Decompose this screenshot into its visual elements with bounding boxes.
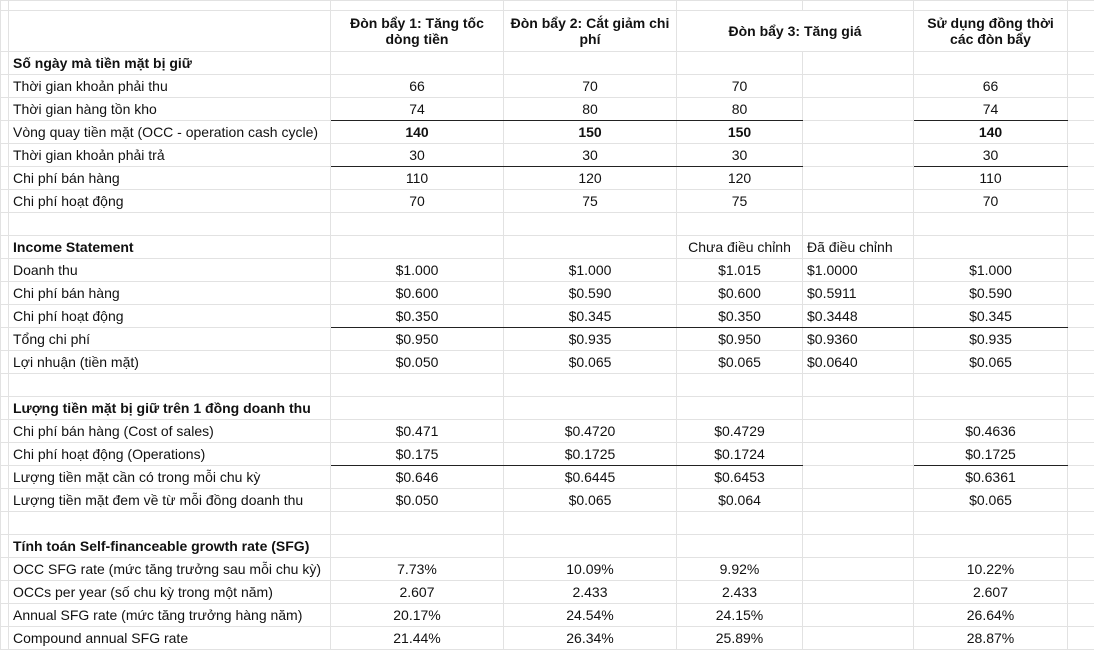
table-row bbox=[1, 581, 1094, 604]
section-title-row bbox=[1, 236, 1094, 259]
value-cell[interactable]: $0.050 bbox=[331, 489, 504, 512]
grid-cell[interactable] bbox=[1, 581, 9, 604]
grid-cell[interactable] bbox=[914, 397, 1068, 420]
value-cell[interactable]: 30 bbox=[914, 144, 1068, 167]
table-row bbox=[1, 259, 1094, 282]
table-row bbox=[1, 144, 1094, 167]
table-row bbox=[1, 558, 1094, 581]
empty-row bbox=[1, 512, 1094, 535]
row-label[interactable]: Chi phí bán hàng bbox=[9, 282, 331, 305]
row-label[interactable]: Thời gian khoản phải thu bbox=[9, 75, 331, 98]
grid-cell[interactable] bbox=[803, 627, 914, 650]
value-cell[interactable]: 150 bbox=[677, 121, 803, 144]
grid-cell[interactable] bbox=[803, 144, 914, 167]
row-label[interactable]: Doanh thu bbox=[9, 259, 331, 282]
value-cell[interactable]: 28.87% bbox=[914, 627, 1068, 650]
grid-cell[interactable] bbox=[1068, 374, 1094, 397]
grid-cell[interactable] bbox=[1, 75, 9, 98]
value-cell[interactable]: $0.065 bbox=[677, 351, 803, 374]
grid-cell[interactable] bbox=[504, 52, 677, 75]
value-cell[interactable]: $1.000 bbox=[504, 259, 677, 282]
grid-cell[interactable] bbox=[803, 489, 914, 512]
value-cell[interactable]: 26.64% bbox=[914, 604, 1068, 627]
section-title-cash[interactable]: Lượng tiền mặt bị giữ trên 1 đồng doanh thu bbox=[9, 397, 331, 420]
row-label[interactable]: Tổng chi phí bbox=[9, 328, 331, 351]
grid-cell[interactable] bbox=[1, 397, 9, 420]
grid-cell[interactable] bbox=[1, 259, 9, 282]
section-title-row bbox=[1, 535, 1094, 558]
value-cell[interactable]: $0.4636 bbox=[914, 420, 1068, 443]
grid-cell[interactable] bbox=[1068, 75, 1094, 98]
value-cell[interactable]: $0.6445 bbox=[504, 466, 677, 489]
grid-cell[interactable] bbox=[1, 558, 9, 581]
grid-cell[interactable] bbox=[1, 282, 9, 305]
table-row bbox=[1, 351, 1094, 374]
value-cell[interactable]: 110 bbox=[914, 167, 1068, 190]
grid-cell[interactable] bbox=[677, 397, 803, 420]
grid-cell[interactable] bbox=[1068, 420, 1094, 443]
value-cell[interactable]: 10.09% bbox=[504, 558, 677, 581]
table-row bbox=[1, 443, 1094, 466]
grid-cell[interactable] bbox=[504, 512, 677, 535]
grid-cell[interactable] bbox=[914, 213, 1068, 236]
value-cell[interactable]: 74 bbox=[331, 98, 504, 121]
header-combined[interactable]: Sử dụng đồng thời các đòn bẩy bbox=[914, 11, 1068, 52]
grid-cell[interactable] bbox=[1, 236, 9, 259]
value-cell[interactable]: 9.92% bbox=[677, 558, 803, 581]
grid-cell[interactable] bbox=[677, 1, 803, 11]
value-cell[interactable]: 110 bbox=[331, 167, 504, 190]
grid-cell[interactable] bbox=[9, 213, 331, 236]
subheader-unadjusted[interactable]: Chưa điều chỉnh bbox=[677, 236, 803, 259]
grid-cell[interactable] bbox=[331, 512, 504, 535]
value-cell[interactable]: $0.065 bbox=[504, 489, 677, 512]
grid-cell[interactable] bbox=[1, 420, 9, 443]
row-label[interactable]: Lượng tiền mặt cần có trong mỗi chu kỳ bbox=[9, 466, 331, 489]
row-label[interactable]: OCCs per year (số chu kỳ trong một năm) bbox=[9, 581, 331, 604]
grid-cell[interactable] bbox=[331, 397, 504, 420]
table-row bbox=[1, 328, 1094, 351]
value-cell[interactable]: $0.175 bbox=[331, 443, 504, 466]
grid-cell[interactable] bbox=[803, 558, 914, 581]
grid-cell[interactable] bbox=[1, 443, 9, 466]
grid-cell[interactable] bbox=[1068, 351, 1094, 374]
table-row bbox=[1, 489, 1094, 512]
value-cell[interactable]: 75 bbox=[677, 190, 803, 213]
value-cell[interactable]: $1.015 bbox=[677, 259, 803, 282]
value-cell[interactable]: 120 bbox=[677, 167, 803, 190]
grid-cell[interactable] bbox=[1, 328, 9, 351]
grid-cell[interactable] bbox=[1068, 604, 1094, 627]
grid-cell[interactable] bbox=[1, 604, 9, 627]
grid-cell[interactable] bbox=[1, 11, 9, 52]
row-label[interactable]: Vòng quay tiền mặt (OCC - operation cash cycle) bbox=[9, 121, 331, 144]
value-cell[interactable]: 140 bbox=[331, 121, 504, 144]
value-cell[interactable]: 66 bbox=[331, 75, 504, 98]
grid-cell[interactable] bbox=[803, 75, 914, 98]
grid-cell[interactable] bbox=[1068, 98, 1094, 121]
grid-cell[interactable] bbox=[1, 190, 9, 213]
grid-cell[interactable] bbox=[9, 374, 331, 397]
grid-cell[interactable] bbox=[1068, 236, 1094, 259]
value-cell[interactable]: $0.6361 bbox=[914, 466, 1068, 489]
grid-cell[interactable] bbox=[1068, 489, 1094, 512]
value-cell[interactable]: $0.350 bbox=[677, 305, 803, 328]
grid-cell[interactable] bbox=[1068, 282, 1094, 305]
row-label[interactable]: Chi phí hoạt động bbox=[9, 305, 331, 328]
value-cell[interactable]: $1.000 bbox=[331, 259, 504, 282]
value-cell[interactable]: 7.73% bbox=[331, 558, 504, 581]
value-cell[interactable]: 2.433 bbox=[504, 581, 677, 604]
value-cell[interactable]: $0.064 bbox=[677, 489, 803, 512]
value-cell[interactable]: $0.345 bbox=[504, 305, 677, 328]
grid-cell[interactable] bbox=[914, 374, 1068, 397]
table-row bbox=[1, 604, 1094, 627]
grid-cell[interactable] bbox=[1068, 397, 1094, 420]
value-cell[interactable]: $0.5911 bbox=[803, 282, 914, 305]
value-cell[interactable]: 66 bbox=[914, 75, 1068, 98]
grid-cell[interactable] bbox=[803, 581, 914, 604]
section-title-row bbox=[1, 397, 1094, 420]
grid-cell[interactable] bbox=[1, 167, 9, 190]
row-label[interactable]: Chi phí bán hàng bbox=[9, 167, 331, 190]
row-label[interactable]: Chi phí hoạt động (Operations) bbox=[9, 443, 331, 466]
grid-cell[interactable] bbox=[803, 443, 914, 466]
grid-cell[interactable] bbox=[803, 512, 914, 535]
grid-cell[interactable] bbox=[1068, 167, 1094, 190]
table-row bbox=[1, 627, 1094, 650]
grid-cell[interactable] bbox=[1068, 144, 1094, 167]
grid-cell[interactable] bbox=[803, 374, 914, 397]
value-cell[interactable]: 20.17% bbox=[331, 604, 504, 627]
value-cell[interactable]: 30 bbox=[504, 144, 677, 167]
value-cell[interactable]: $0.1725 bbox=[914, 443, 1068, 466]
grid-cell[interactable] bbox=[803, 535, 914, 558]
grid-cell[interactable] bbox=[914, 52, 1068, 75]
grid-cell[interactable] bbox=[1068, 581, 1094, 604]
value-cell[interactable]: 2.607 bbox=[914, 581, 1068, 604]
row-label[interactable]: OCC SFG rate (mức tăng trưởng sau mỗi chu kỳ) bbox=[9, 558, 331, 581]
grid-cell[interactable] bbox=[1, 466, 9, 489]
row-label[interactable]: Thời gian hàng tồn kho bbox=[9, 98, 331, 121]
grid-cell[interactable] bbox=[803, 604, 914, 627]
grid-cell[interactable] bbox=[1, 1, 9, 11]
grid-cell[interactable] bbox=[803, 1, 914, 11]
value-cell[interactable]: 150 bbox=[504, 121, 677, 144]
value-cell[interactable]: $0.065 bbox=[914, 351, 1068, 374]
value-cell[interactable]: $0.950 bbox=[331, 328, 504, 351]
empty-row bbox=[1, 213, 1094, 236]
table-row bbox=[1, 466, 1094, 489]
value-cell[interactable]: $0.9360 bbox=[803, 328, 914, 351]
value-cell[interactable]: $0.065 bbox=[504, 351, 677, 374]
value-cell[interactable]: $0.0640 bbox=[803, 351, 914, 374]
value-cell[interactable]: 140 bbox=[914, 121, 1068, 144]
grid-cell[interactable] bbox=[504, 535, 677, 558]
grid-cell[interactable] bbox=[1, 351, 9, 374]
grid-cell[interactable] bbox=[1068, 11, 1094, 52]
value-cell[interactable]: 25.89% bbox=[677, 627, 803, 650]
grid-cell[interactable] bbox=[1, 52, 9, 75]
grid-cell[interactable] bbox=[803, 466, 914, 489]
value-cell[interactable]: $0.6453 bbox=[677, 466, 803, 489]
grid-cell[interactable] bbox=[1068, 328, 1094, 351]
grid-cell[interactable] bbox=[9, 1, 331, 11]
grid-cell[interactable] bbox=[1, 512, 9, 535]
column-header-row bbox=[1, 11, 1094, 52]
grid-cell[interactable] bbox=[1068, 52, 1094, 75]
value-cell[interactable]: 24.15% bbox=[677, 604, 803, 627]
table-row bbox=[1, 75, 1094, 98]
table-row bbox=[1, 190, 1094, 213]
value-cell[interactable]: 2.433 bbox=[677, 581, 803, 604]
grid-cell[interactable] bbox=[1068, 535, 1094, 558]
grid-cell[interactable] bbox=[9, 512, 331, 535]
value-cell[interactable]: 120 bbox=[504, 167, 677, 190]
value-cell[interactable]: $0.935 bbox=[914, 328, 1068, 351]
grid-cell[interactable] bbox=[504, 236, 677, 259]
value-cell[interactable]: $0.050 bbox=[331, 351, 504, 374]
value-cell[interactable]: 70 bbox=[504, 75, 677, 98]
grid-cell[interactable] bbox=[1, 121, 9, 144]
value-cell[interactable]: $0.935 bbox=[504, 328, 677, 351]
value-cell[interactable]: $0.950 bbox=[677, 328, 803, 351]
value-cell[interactable]: $0.345 bbox=[914, 305, 1068, 328]
table-row bbox=[1, 282, 1094, 305]
grid-cell[interactable] bbox=[1068, 121, 1094, 144]
value-cell[interactable]: 70 bbox=[331, 190, 504, 213]
grid-cell[interactable] bbox=[331, 213, 504, 236]
value-cell[interactable]: 24.54% bbox=[504, 604, 677, 627]
row-label[interactable]: Compound annual SFG rate bbox=[9, 627, 331, 650]
grid-cell[interactable] bbox=[677, 213, 803, 236]
grid-cell[interactable] bbox=[1068, 627, 1094, 650]
grid-cell[interactable] bbox=[1, 213, 9, 236]
value-cell[interactable]: 30 bbox=[331, 144, 504, 167]
grid-cell[interactable] bbox=[677, 535, 803, 558]
grid-cell[interactable] bbox=[914, 535, 1068, 558]
grid-cell[interactable] bbox=[1068, 558, 1094, 581]
table-row bbox=[1, 98, 1094, 121]
value-cell[interactable]: 2.607 bbox=[331, 581, 504, 604]
value-cell[interactable]: $0.1724 bbox=[677, 443, 803, 466]
row-label[interactable]: Annual SFG rate (mức tăng trưởng hàng năm) bbox=[9, 604, 331, 627]
grid-cell[interactable] bbox=[1, 305, 9, 328]
value-cell[interactable]: $1.0000 bbox=[803, 259, 914, 282]
value-cell[interactable]: $0.065 bbox=[914, 489, 1068, 512]
value-cell[interactable]: 70 bbox=[677, 75, 803, 98]
grid-cell[interactable] bbox=[1068, 213, 1094, 236]
grid-cell[interactable] bbox=[803, 190, 914, 213]
grid-cell[interactable] bbox=[1068, 305, 1094, 328]
value-cell[interactable]: 74 bbox=[914, 98, 1068, 121]
grid-cell[interactable] bbox=[1068, 190, 1094, 213]
value-cell[interactable]: $0.471 bbox=[331, 420, 504, 443]
value-cell[interactable]: $0.646 bbox=[331, 466, 504, 489]
value-cell[interactable]: $0.600 bbox=[677, 282, 803, 305]
row-label[interactable]: Chi phí bán hàng (Cost of sales) bbox=[9, 420, 331, 443]
grid-cell[interactable] bbox=[9, 11, 331, 52]
grid-cell[interactable] bbox=[803, 121, 914, 144]
header-lever3[interactable]: Đòn bẩy 3: Tăng giá bbox=[677, 11, 914, 52]
grid-cell[interactable] bbox=[331, 374, 504, 397]
row-label[interactable]: Lợi nhuận (tiền mặt) bbox=[9, 351, 331, 374]
grid-cell[interactable] bbox=[803, 52, 914, 75]
grid-cell[interactable] bbox=[331, 236, 504, 259]
grid-cell[interactable] bbox=[1, 535, 9, 558]
grid-cell[interactable] bbox=[914, 236, 1068, 259]
grid-cell[interactable] bbox=[504, 1, 677, 11]
value-cell[interactable]: 70 bbox=[914, 190, 1068, 213]
value-cell[interactable]: $0.4729 bbox=[677, 420, 803, 443]
subheader-adjusted[interactable]: Đã điều chỉnh bbox=[803, 236, 914, 259]
row-label[interactable]: Lượng tiền mặt đem về từ mỗi đồng doanh thu bbox=[9, 489, 331, 512]
value-cell[interactable]: $0.4720 bbox=[504, 420, 677, 443]
row-label[interactable]: Chi phí hoạt động bbox=[9, 190, 331, 213]
value-cell[interactable]: $0.1725 bbox=[504, 443, 677, 466]
grid-cell[interactable] bbox=[803, 397, 914, 420]
grid-cell[interactable] bbox=[1068, 259, 1094, 282]
header-lever2[interactable]: Đòn bẩy 2: Cắt giảm chi phí bbox=[504, 11, 677, 52]
table-row bbox=[1, 305, 1094, 328]
grid-cell[interactable] bbox=[1, 374, 9, 397]
grid-cell[interactable] bbox=[331, 535, 504, 558]
value-cell[interactable]: $0.3448 bbox=[803, 305, 914, 328]
grid-cell[interactable] bbox=[803, 213, 914, 236]
grid-cell[interactable] bbox=[677, 512, 803, 535]
value-cell[interactable]: $0.590 bbox=[914, 282, 1068, 305]
grid-cell[interactable] bbox=[803, 420, 914, 443]
grid-cell[interactable] bbox=[504, 374, 677, 397]
grid-cell[interactable] bbox=[677, 52, 803, 75]
value-cell[interactable]: $0.600 bbox=[331, 282, 504, 305]
value-cell[interactable]: $1.000 bbox=[914, 259, 1068, 282]
grid-cell[interactable] bbox=[504, 397, 677, 420]
grid-cell[interactable] bbox=[803, 98, 914, 121]
value-cell[interactable]: 10.22% bbox=[914, 558, 1068, 581]
section-title-income[interactable]: Income Statement bbox=[9, 236, 331, 259]
grid-cell[interactable] bbox=[1068, 512, 1094, 535]
value-cell[interactable]: 21.44% bbox=[331, 627, 504, 650]
grid-cell[interactable] bbox=[914, 1, 1068, 11]
empty-row bbox=[1, 374, 1094, 397]
grid-cell[interactable] bbox=[331, 52, 504, 75]
value-cell[interactable]: 30 bbox=[677, 144, 803, 167]
grid-cell[interactable] bbox=[1, 489, 9, 512]
grid-cell[interactable] bbox=[1, 144, 9, 167]
grid-cell[interactable] bbox=[504, 213, 677, 236]
table-row bbox=[1, 420, 1094, 443]
section-title-row bbox=[1, 52, 1094, 75]
grid-cell[interactable] bbox=[1, 98, 9, 121]
value-cell[interactable]: 80 bbox=[504, 98, 677, 121]
grid-cell[interactable] bbox=[1068, 443, 1094, 466]
value-cell[interactable]: 75 bbox=[504, 190, 677, 213]
grid-cell[interactable] bbox=[331, 1, 504, 11]
section-title-days[interactable]: Số ngày mà tiền mặt bị giữ bbox=[9, 52, 331, 75]
header-lever1[interactable]: Đòn bẩy 1: Tăng tốc dòng tiền bbox=[331, 11, 504, 52]
grid-cell[interactable] bbox=[1068, 466, 1094, 489]
value-cell[interactable]: $0.590 bbox=[504, 282, 677, 305]
grid-cell[interactable] bbox=[1, 627, 9, 650]
grid-cell[interactable] bbox=[1068, 1, 1094, 11]
grid-cell[interactable] bbox=[677, 374, 803, 397]
grid-cell[interactable] bbox=[914, 512, 1068, 535]
value-cell[interactable]: 80 bbox=[677, 98, 803, 121]
section-title-sfg[interactable]: Tính toán Self-financeable growth rate (SFG) bbox=[9, 535, 331, 558]
row-label[interactable]: Thời gian khoản phải trả bbox=[9, 144, 331, 167]
grid-cell[interactable] bbox=[803, 167, 914, 190]
table-row bbox=[1, 167, 1094, 190]
value-cell[interactable]: $0.350 bbox=[331, 305, 504, 328]
value-cell[interactable]: 26.34% bbox=[504, 627, 677, 650]
table-row bbox=[1, 121, 1094, 144]
